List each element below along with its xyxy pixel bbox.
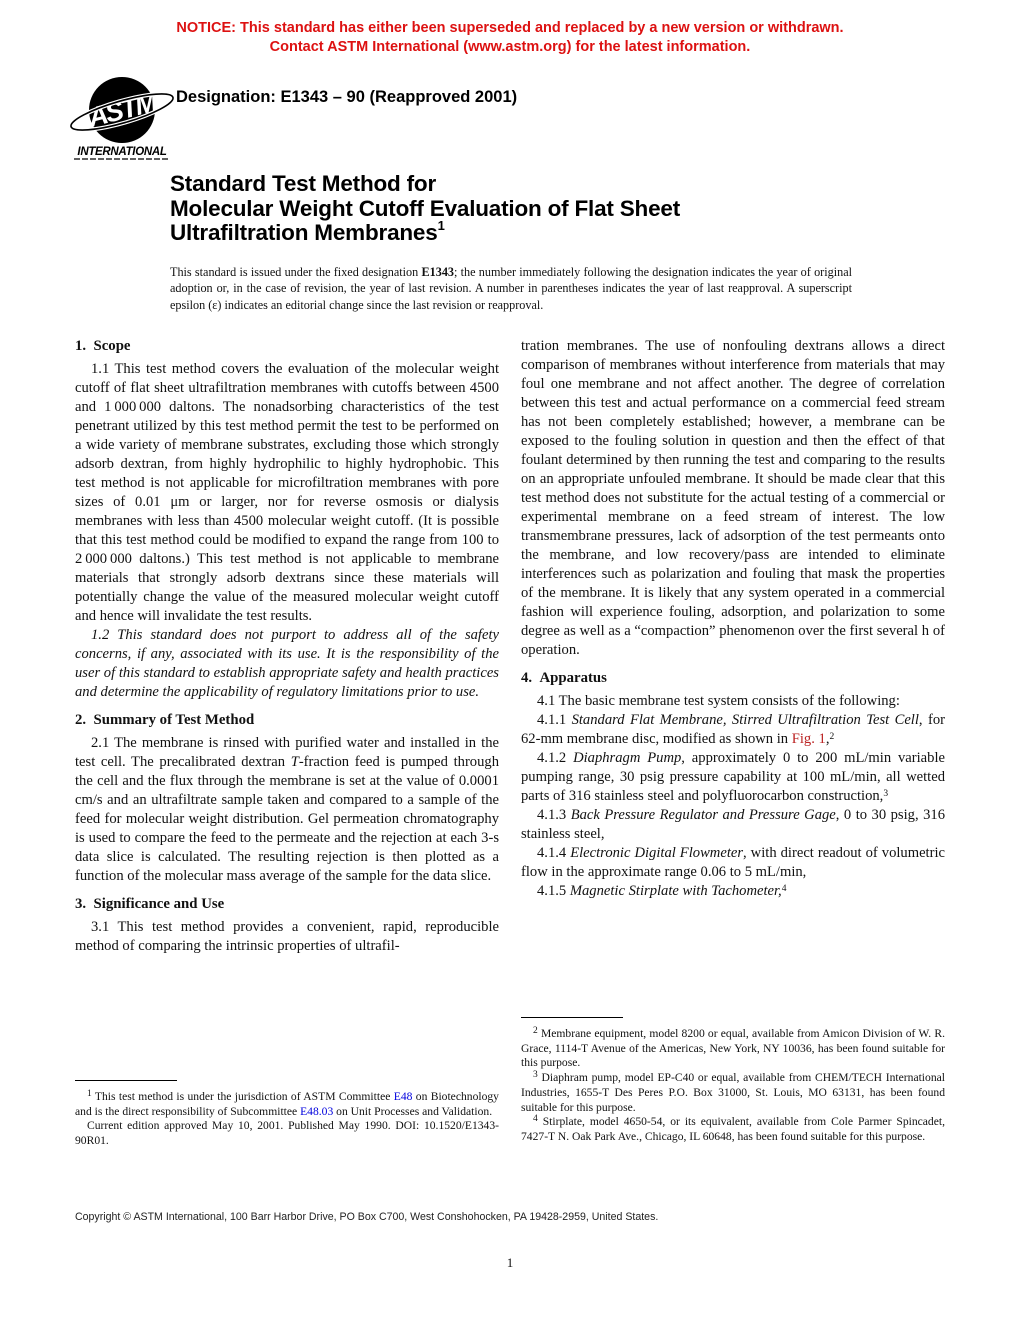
section-4-heading: 4. Apparatus	[521, 670, 607, 686]
text-segment: 2.1 The membrane is rinsed with purified water and installed in the test cell. The precalibrated dextran	[75, 735, 499, 770]
section-2-heading: 2. Summary of Test Method	[75, 712, 255, 728]
astm-logo-subtitle: INTERNATIONAL	[77, 146, 167, 158]
text-segment: This test method is under the jurisdiction of ASTM Committee	[91, 1090, 394, 1103]
title-line-2: Molecular Weight Cutoff Evaluation of Flat Sheet	[170, 195, 681, 221]
text-segment: ,	[825, 731, 830, 747]
item-number: 4.1.1	[537, 712, 572, 728]
footnote-edition: Current edition approved May 10, 2001. Published May 1990. DOI: 10.1520/E1343-90R01.	[75, 1119, 499, 1148]
text-segment: ; the number immediately following the designation indicates the year of original adoption or, in the case of revision, the year of last revision. A number in parentheses indicates the year of last reapproval. A superscript epsilon (ε) indicates an editorial change since the last revision or reapproval.	[170, 265, 852, 312]
committee-e48-link[interactable]: E48	[393, 1090, 413, 1103]
copyright-line: Copyright © ASTM International, 100 Barr Harbor Drive, PO Box C700, West Conshohocken, PA 19428-2959, United States.	[75, 1211, 659, 1223]
footnote-4	[521, 1115, 945, 1144]
text-segment: Diaphram pump, model EP-C40 or equal, available from CHEM/TECH International Industries, 1655-T Des Peres P.O. Box 31000, St. Louis, MO 63131, has been found suitable for this purpose.	[521, 1071, 945, 1114]
footnote-ref-3: 3	[883, 788, 889, 799]
item-number: 4.1.2	[537, 750, 574, 766]
supersession-notice	[0, 19, 1020, 56]
text-segment: , 0 to 30 psig, 316 stainless steel,	[521, 807, 945, 842]
astm-logo	[66, 74, 176, 164]
footnote-1-ref: 1	[87, 1088, 92, 1099]
text-segment: , for 62-mm membrane disc, modified as shown in	[521, 712, 945, 747]
section-3-heading: 3. Significance and Use	[75, 896, 225, 912]
text-segment: on Biotechnology and is the direct responsibility of Subcommittee	[75, 1090, 499, 1118]
footnote-ref-2: 2	[829, 731, 835, 742]
footnotes-left	[75, 1080, 499, 1149]
dextran-t-italic: T	[290, 754, 299, 770]
title-footnote-ref: 1	[437, 217, 445, 233]
footnote-3	[521, 1071, 945, 1115]
text-segment: Stirplate, model 4650-54, or its equivalent, available from Cole Parmer Spincadet, 7427-T N. Oak Park Ave., Chicago, IL 60648, has been found suitable for this purpose.	[521, 1115, 945, 1143]
notice-line-1: NOTICE: This standard has either been superseded and replaced by a new version or withdrawn.	[176, 20, 844, 36]
footnote-2-ref: 2	[533, 1025, 538, 1036]
page-number: 1	[506, 1255, 514, 1270]
para-2-1	[75, 734, 499, 886]
footnote-1	[75, 1090, 499, 1119]
text-segment: on Unit Processes and Validation.	[333, 1104, 493, 1118]
title-line-3	[170, 217, 680, 246]
footnote-rule	[521, 1017, 623, 1018]
astm-logo-acronym: ASTM	[85, 87, 159, 133]
title-line-1: Standard Test Method for	[170, 171, 437, 196]
footnote-4-ref: 4	[533, 1113, 538, 1124]
item-number: 4.1.5	[537, 883, 570, 899]
para-4-1: 4.1 The basic membrane test system consists of the following:	[537, 693, 900, 709]
para-1-2: 1.2 This standard does not purport to address all of the safety concerns, if any, associated with its use. It is the responsibility of the user of this standard to establish appropriate safety and health practices and determine the applicability of regulatory limitations prior to use.	[75, 627, 499, 700]
footnotes-right	[521, 1017, 945, 1145]
apparatus-item-name: Diaphragm Pump	[573, 750, 682, 766]
subcommittee-e48-03-link[interactable]: E48.03	[300, 1104, 334, 1118]
designation: Designation: E1343 – 90 (Reapproved 2001)	[176, 88, 518, 106]
left-column	[75, 337, 499, 956]
footnote-rule	[75, 1080, 177, 1081]
apparatus-item-name: Back Pressure Regulator and Pressure Gage	[570, 807, 836, 823]
apparatus-item-name: Standard Flat Membrane, Stirred Ultrafiltration Test Cell	[571, 712, 919, 728]
item-number: 4.1.3	[537, 807, 571, 823]
footnote-ref-4: 4	[781, 883, 787, 894]
section-1-heading: 1. Scope	[75, 338, 131, 354]
fig-1-link[interactable]: Fig. 1	[791, 731, 826, 747]
apparatus-item-name: Magnetic Stirplate with Tachometer,	[569, 883, 782, 899]
text-segment: -fraction feed is pumped through the cell and the flux through the membrane is set at the value of 0.0001 cm/s and an ultrafiltrate sample taken and compared to a sample of the feed for molecular weight distribution. Gel permeation chromatography is used to compare the feed to the permeate and the rejection at each 3-s data slice is calculated. The resulting rejection is then plotted as a function of the molecular mass average of the sample for the data slice.	[75, 754, 499, 884]
document-title	[170, 172, 680, 246]
text-segment: Membrane equipment, model 8200 or equal, available from Amicon Division of W. R. Grace, 1114-T Avenue of the Americas, New York, NY 10036, has been found suitable for this purpose.	[521, 1027, 945, 1070]
footnote-3-ref: 3	[533, 1069, 538, 1080]
designation-bold: E1343	[421, 265, 455, 279]
title-line-3-text: Ultrafiltration Membranes	[170, 220, 438, 245]
footnote-2	[521, 1027, 945, 1071]
para-4-1-3	[521, 806, 945, 844]
right-column	[521, 337, 945, 901]
para-4-1-2	[521, 749, 945, 806]
apparatus-item-name: Electronic Digital Flowmeter	[570, 845, 744, 861]
para-3-1-continued: tration membranes. The use of nonfouling dextrans allows a direct comparison of membranes without interference from materials that may foul one membrane and not affect another. The degree of correlation between this test and actual performance on a commercial feed stream has not been completely established; however, a membrane can be exposed to the fouling solution in question and then the effect of that foulant determined by then running the test and comparing to the results on an appropriate unfouled membrane. It should be made clear that this test method does not substitute for the actual testing of a commercial or experimental membrane on a feed stream of interest. The low transmembrane pressures, lack of adsorption of the test permeants onto the membrane, and low recovery/pass are intended to eliminate interferences such as polarization and fouling that mask the properties of the membrane. It is likely that any system operated in a commercial fashion will experience fouling, adsorption, and polarization to some degree as well as a “compaction” phenomenon over the first several h of operation.	[521, 338, 945, 658]
issuance-note	[170, 264, 852, 313]
item-number: 4.1.4	[537, 845, 571, 861]
notice-line-2: Contact ASTM International (www.astm.org) for the latest information.	[269, 38, 751, 55]
para-3-1: 3.1 This test method provides a convenient, rapid, reproducible method of comparing the intrinsic properties of ultrafil-	[75, 919, 499, 954]
para-1-1: 1.1 This test method covers the evaluation of the molecular weight cutoff of flat sheet ultrafiltration membranes with cutoffs between 4500 and 1 000 000 daltons. The nonadsorbing characteristics of the test penetrant utilized by this test method permit the test to be performed on a wide variety of membrane substrates, excluding those which strongly adsorb dextran, from highly hydrophilic to highly hydrophobic. This test method is not applicable for microfiltration membranes with pore sizes of 0.01 μm or larger, nor for reverse osmosis or dialysis membranes with less than 4500 molecular weight cutoff. (It is possible that this test method could be modified to expand the range from 100 to 2 000 000 daltons.) This test method is not applicable to membrane materials that strongly adsorb dextrans since these materials will potentially change the value of the measured molecular weight cutoff and hence will invalidate the test results.	[75, 361, 499, 624]
text-segment: , with direct readout of volumetric flow in the approximate range 0.06 to 5 mL/min,	[521, 845, 945, 880]
para-4-1-5	[521, 882, 945, 901]
text-segment: , approximately 0 to 200 mL/min variable pumping range, 30 psig pressure capability at 100 mL/min, all wetted parts of 316 stainless steel and polyfluorocarbon construction,	[521, 750, 945, 804]
para-4-1-1	[521, 711, 945, 749]
text-segment: This standard is issued under the fixed designation	[170, 265, 422, 279]
para-4-1-4	[521, 844, 945, 882]
